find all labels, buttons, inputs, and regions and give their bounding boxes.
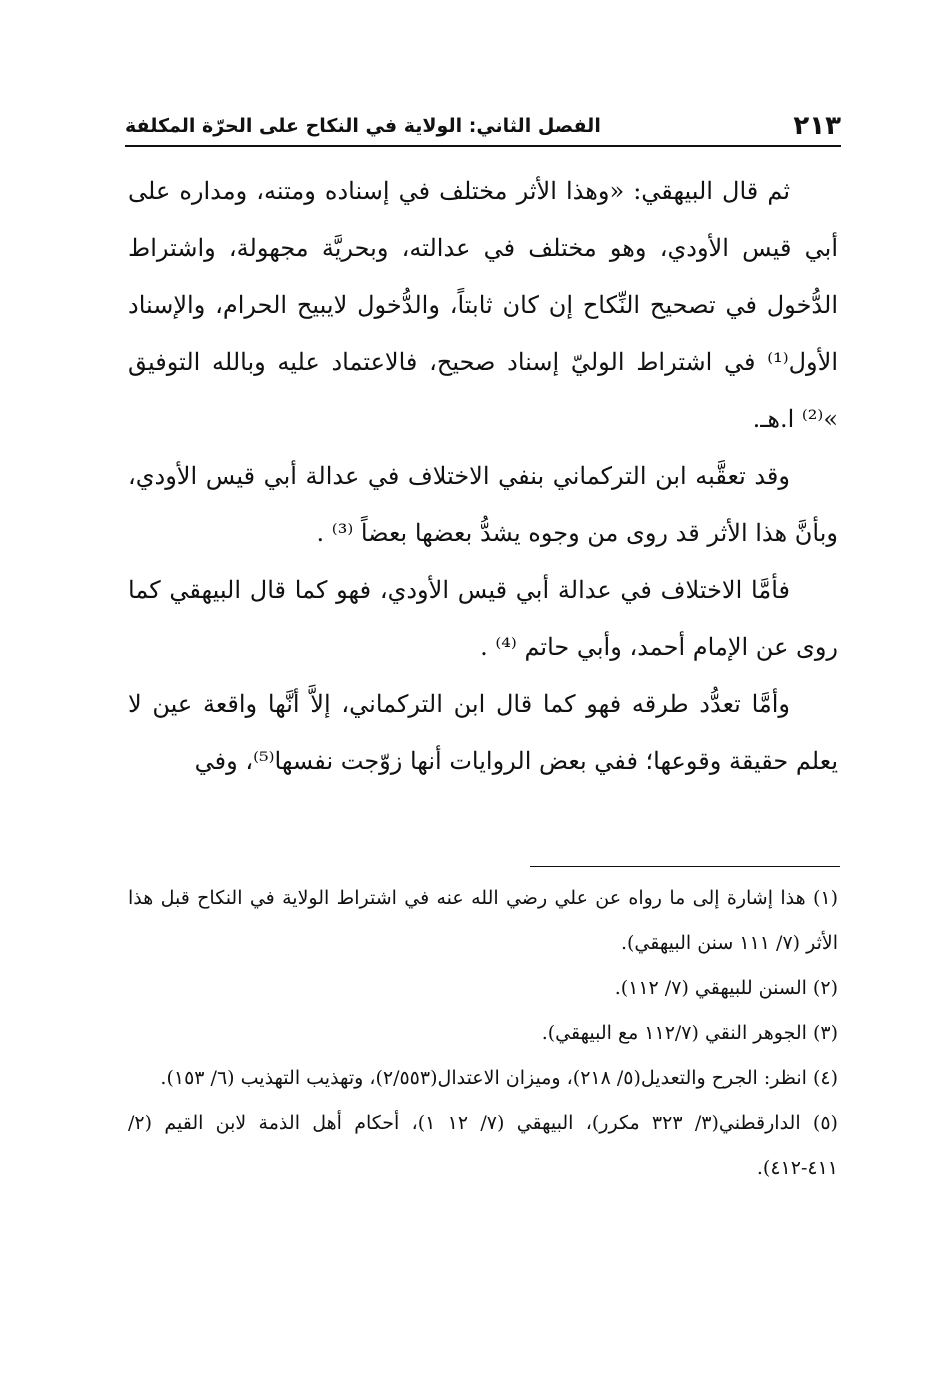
footnote: (٣) الجوهر النقي (١١٢/٧ مع البيهقي). — [541, 1022, 838, 1044]
paragraph: فأمَّا الاختلاف في عدالة أبي قيس الأودي، فهو كما قال البيهقي كما روى عن الإمام أحمد، وأبي حاتم ⁽⁴⁾ . — [128, 576, 838, 661]
page-number: ٢١٣ — [793, 111, 841, 141]
paragraph: ثم قال البيهقي: «وهذا الأثر مختلف في إسناده ومتنه، ومداره على أبي قيس الأودي، وهو مختلف في عدالته، وبحريَّة مجهولة، واشتراط الدُّخول في تصحيح النِّكاح إن كان ثابتاً، والدُّخول لايبيح الحرام، والإسناد الأول⁽¹⁾ في اشتراط الوليّ إسناد صحيح، فالاعتماد عليه وبالله التوفيق »⁽²⁾ ا.هـ. — [128, 177, 838, 433]
page-header — [125, 108, 841, 144]
header-divider — [125, 145, 841, 147]
footnote-divider — [530, 866, 840, 867]
footnote: (٤) انظر: الجرح والتعديل(٥/ ٢١٨)، وميزان الاعتدال(٢/٥٥٣)، وتهذيب التهذيب (٦/ ١٥٣). — [160, 1067, 838, 1089]
main-text — [128, 163, 838, 790]
paragraph: وقد تعقَّبه ابن التركماني بنفي الاختلاف في عدالة أبي قيس الأودي، وبأنَّ هذا الأثر قد روى من وجوه يشدُّ بعضها بعضاً ⁽³⁾ . — [128, 462, 838, 547]
footnote: (٥) الدارقطني(٣/ ٣٢٣ مكرر)، البيهقي (٧/ ١٢ ١)، أحكام أهل الذمة لابن القيم (٢/ ٤١١-٤١٢). — [128, 1112, 838, 1179]
paragraph: وأمَّا تعدُّد طرقه فهو كما قال ابن التركماني، إلاَّ أنَّها واقعة عين لا يعلم حقيقة وقوعها؛ ففي بعض الروايات أنها زوّجت نفسها⁽⁵⁾، وفي — [128, 690, 838, 775]
footnote: (٢) السنن للبيهقي (٧/ ١١٢). — [614, 977, 838, 999]
running-title: الفصل الثاني: الولاية في النكاح على الحرّة المكلفة — [125, 115, 601, 137]
footnote: (١) هذا إشارة إلى ما رواه عن علي رضي الله عنه في اشتراط الولاية في النكاح قبل هذا الأثر (٧/ ١١١ سنن البيهقي). — [128, 887, 838, 954]
footnotes — [128, 876, 838, 1191]
